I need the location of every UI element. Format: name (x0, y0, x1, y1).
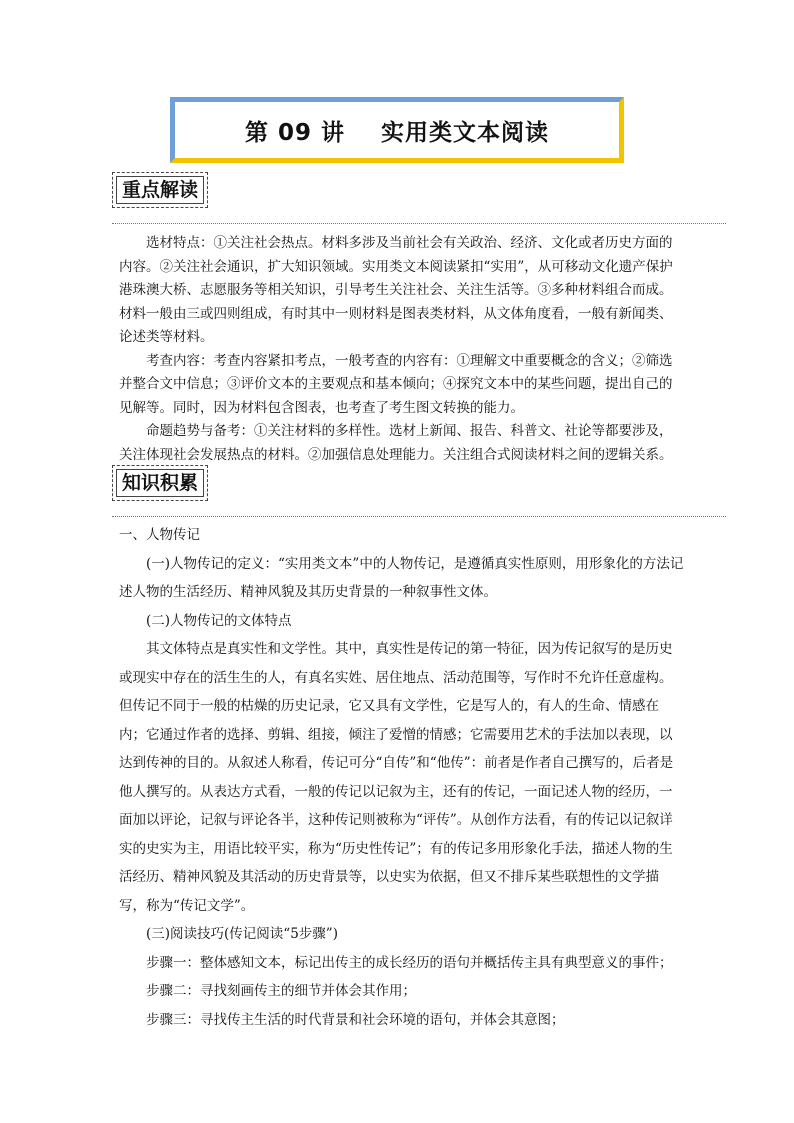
divider (112, 516, 726, 517)
subheading: (二)人物传记的文体特点 (146, 612, 292, 629)
exam-content-paragraph: 考查内容：考查内容紧扣考点，一般考查的内容有：①理解文中重要概念的含义；②筛选并整合文中信息；③评价文本的主要观点和基本倾向；④探究文本中的某些问题，提出自己的见解等。同时，因为材料包含图表，也考查了考生图文转换的能力。 (119, 352, 673, 416)
features-paragraph: 其文体特点是真实性和文学性。其中，真实性是传记的第一特征，因为传记叙写的是历史或现实中存在的活生生的人，有真名实姓、居住地点、活动范围等，写作时不允许任意虚构。但传记不同于一般的枯燥的历史记录，它又具有文学性，它是写人的，有人的生命、情感在内；它通过作者的选择、剪辑、组接，倾注了爱憎的情感；它需要用艺术的手法加以表现，以达到传神的目的。从叙述人称看，传记可分“自传”和“他传”：前者是作者自己撰写的，后者是他人撰写的。从表达方式看，一般的传记以记叙为主，还有的传记，一面记述人物的经历，一面加以评论，记叙与评论各半，这种传记则被称为“评传”。从创作方法看，有的传记以记叙详实的史实为主，用语比较平实，称为“历史性传记”；有的传记多用形象化手法，描述人物的生活经历、精神风貌及其活动的历史背景等，以史实为依据，但又不排斥某些联想性的文学描写，称为“传记文学”。 (119, 641, 674, 914)
section-label-knowledge (112, 465, 208, 501)
selection-features-paragraph: 选材特点：①关注社会热点。材料多涉及当前社会有关政治、经济、文化或者历史方面的内容。②关注社会通识，扩大知识领域。实用类文本阅读紧扣“实用”，从可移动文化遗产保护港珠澳大桥、志愿服务等相关知识，引导考生关注社会、关注生活等。③多种材料组合而成。材料一般由三或四则组成，有时其中一则材料是图表类材料，从文体角度看，一般有新闻类、论述类等材料。 (119, 235, 673, 345)
title-banner (170, 97, 624, 163)
section-label-key-points (112, 172, 208, 208)
section-heading: 一、人物传记 (119, 527, 200, 543)
trend-paragraph: 命题趋势与备考：①关注材料的多样性。选材上新闻、报告、科普文、社论等都要涉及，关注体现社会发展热点的材料。②加强信息处理能力。关注组合式阅读材料之间的逻辑关系。 (119, 423, 673, 463)
step-item: 步骤二：寻找刻画传主的细节并体会其作用； (146, 983, 416, 999)
page-title: 第 09 讲 实用类文本阅读 (244, 119, 550, 146)
divider (112, 223, 726, 224)
subheading: (三)阅读技巧(传记阅读“5步骤”) (146, 926, 338, 942)
step-item: 步骤一：整体感知文本，标记出传主的成长经历的语句并概括传主具有典型意义的事件； (146, 954, 673, 971)
section-label-text: 重点解读 (116, 176, 204, 204)
key-points-body (119, 232, 685, 467)
section-label-text: 知识积累 (116, 469, 204, 497)
definition-paragraph: (一)人物传记的定义：“实用类文本”中的人物传记，是遵循真实性原则，用形象化的方法记述人物的生活经历、精神风貌及其历史背景的一种叙事性文体。 (119, 555, 684, 600)
step-item: 步骤三：寻找传主生活的时代背景和社会环境的语句，并体会其意图； (146, 1011, 565, 1028)
knowledge-body (119, 521, 685, 1034)
